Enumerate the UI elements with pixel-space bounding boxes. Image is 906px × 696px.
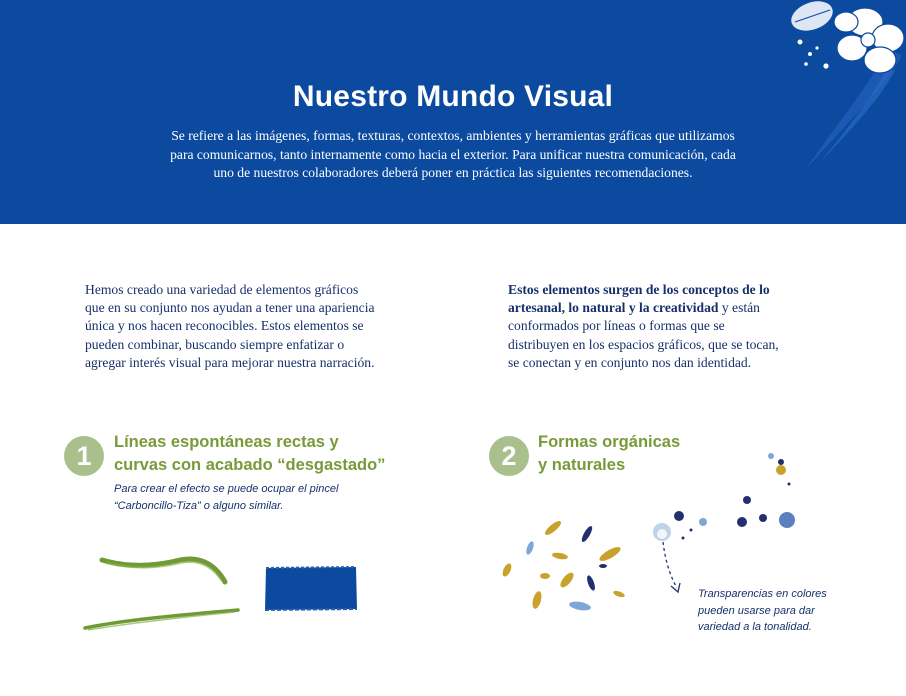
intro-line: uno de nuestros colaboradores deberá poner en práctica las siguientes recomendaciones.	[213, 165, 693, 180]
section-number-badge: 2	[489, 436, 529, 476]
brush-rectangle-illustration	[263, 565, 359, 613]
section-note-line: pueden usarse para dar	[698, 604, 815, 617]
section-note-line: variedad a la tonalidad.	[698, 621, 812, 633]
header-torn-edge	[0, 206, 906, 230]
intro-line: Se refiere a las imágenes, formas, texturas, contextos, ambientes y herramientas gráficas que utilizamos	[171, 128, 735, 143]
intro-line: para comunicarnos, tanto internamente como hacia el exterior. Para unificar nuestra comunicación, cada	[170, 146, 736, 162]
section-note-line: Transparencias en colores	[698, 588, 827, 600]
left-paragraph	[85, 281, 403, 372]
right-paragraph	[508, 281, 808, 372]
section-note	[114, 481, 414, 514]
paragraph-line: agregar interés visual para mejorar nuestra narración.	[85, 354, 375, 370]
section-title	[114, 431, 434, 477]
section-title-line: y naturales	[538, 456, 626, 474]
paragraph-line: se conectan y en conjunto nos dan identidad.	[508, 354, 752, 370]
intro-text	[150, 127, 756, 183]
brush-strokes-illustration	[80, 548, 250, 638]
dashed-arrow-icon	[663, 542, 680, 592]
paragraph-line: Hemos creado una variedad de elementos gráficos	[85, 282, 359, 297]
page-title: Nuestro Mundo Visual	[292, 80, 614, 113]
section-note-line: “Carboncillo-Tiza” o alguno similar.	[114, 499, 284, 512]
section-title-line: curvas con acabado “desgastado”	[114, 456, 386, 474]
section-title-line: Formas orgánicas	[538, 433, 681, 451]
paragraph-bold: Estos elementos surgen de los conceptos de lo	[508, 282, 770, 297]
transparency-note	[698, 586, 878, 636]
paragraph-line: distribuyen en los espacios gráficos, que se tocan,	[508, 336, 779, 352]
section-title-line: Líneas espontáneas rectas y	[114, 433, 339, 451]
paragraph-line: conformados por líneas o formas que se	[508, 318, 725, 334]
section-note-line: Para crear el efecto se puede ocupar el pincel	[114, 483, 339, 495]
paragraph-line: que en su conjunto nos ayudan a tener una apariencia	[85, 300, 375, 316]
section-number-badge: 1	[64, 436, 104, 476]
paragraph-line: única y nos hacen reconocibles. Estos elementos se	[85, 318, 364, 334]
paragraph-text: y están	[718, 300, 760, 316]
paragraph-line: pueden combinar, buscando siempre enfatizar o	[85, 336, 345, 352]
paragraph-bold: artesanal, lo natural y la creatividad	[508, 300, 719, 316]
